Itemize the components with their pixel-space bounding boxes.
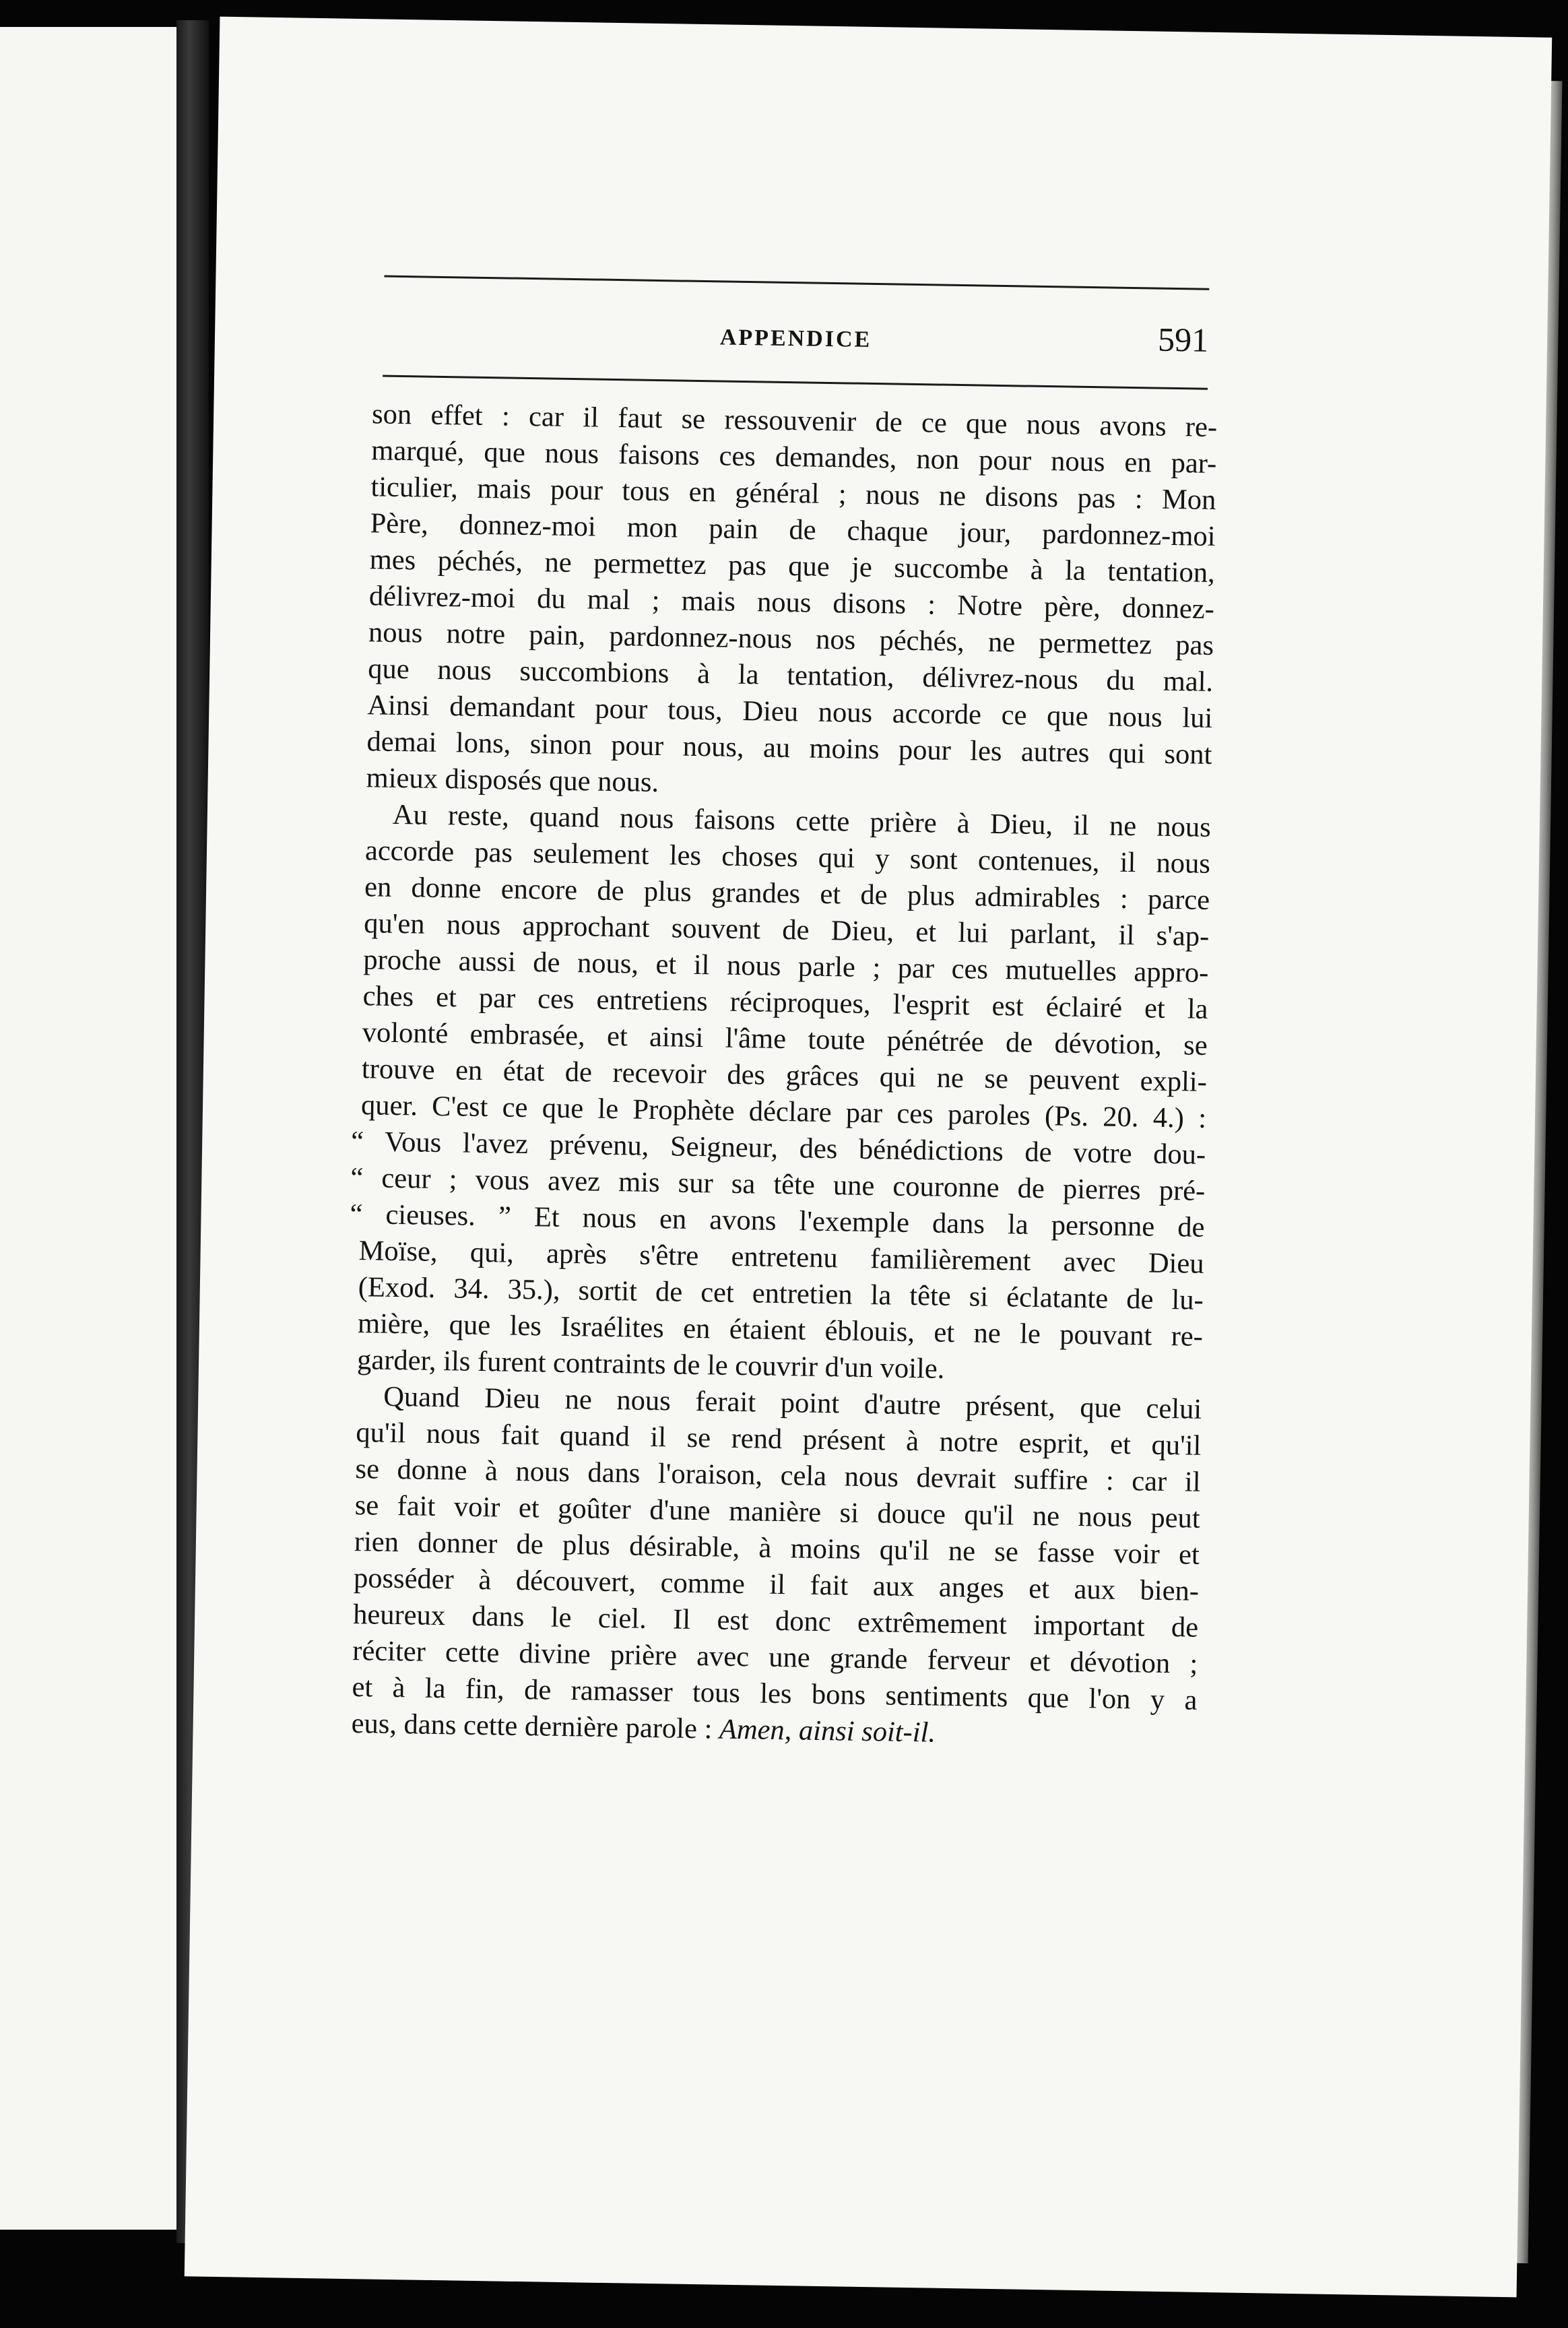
running-title: APPENDICE: [719, 325, 872, 352]
text-line: nous notre pain, pardonnez-nous nos péchés, ne permettez pas: [368, 616, 1214, 661]
text-line: demai lons, sinon pour nous, au moins pour les autres qui sont: [366, 725, 1212, 771]
text-line: que nous succombions à la tentation, délivrez-nous du mal.: [367, 653, 1214, 698]
body-text: [351, 396, 1217, 1755]
page-number: 591: [1157, 320, 1209, 359]
quoted-line: “ Vous l'avez prévenu, Seigneur, des bénédictions de votre dou-: [350, 1125, 1206, 1171]
text-line: garder, ils furent contraints de le couvrir d'un voile.: [356, 1344, 945, 1385]
text-line: mieux disposés que nous.: [366, 762, 659, 799]
quoted-line: “ cieuses. ” Et nous en avons l'exemple dans la personne de: [350, 1198, 1205, 1243]
quoted-line: “ ceur ; vous avez mis sur sa tête une couronne de pierres pré-: [350, 1161, 1206, 1207]
text-line: qu'il nous fait quand il se rend présent à notre esprit, et qu'il: [356, 1417, 1202, 1462]
text-line: qu'en nous approchant souvent de Dieu, et lui parlant, il s'ap-: [363, 907, 1210, 952]
paragraph-start-line: Quand Dieu ne nous ferait point d'autre présent, que celui: [383, 1380, 1202, 1425]
text-line: quer. C'est ce que le Prophète déclare par ces paroles (Ps. 20. 4.) :: [360, 1089, 1207, 1134]
text-line: heureux dans le ciel. Il est donc extrêmement important de: [352, 1598, 1199, 1644]
paragraph-start-line: Au reste, quand nous faisons cette prière à Dieu, il ne nous: [392, 798, 1212, 843]
text-line: délivrez-moi du mal ; mais nous disons : Notre père, donnez-: [368, 580, 1215, 625]
text-line: mière, que les Israélites en étaient éblouis, et ne le pouvant re-: [357, 1307, 1204, 1353]
text-line: ches et par ces entretiens réciproques, l'esprit est éclairé et la: [362, 980, 1208, 1025]
text-line: Moïse, qui, après s'être entretenu familièrement avec Dieu: [358, 1235, 1204, 1280]
text-line: rien donner de plus désirable, à moins qu'il ne se fasse voir et: [354, 1526, 1200, 1571]
running-header: [383, 308, 1208, 375]
header-rule-bottom: [383, 375, 1208, 390]
text-line: proche aussi de nous, et il nous parle ; par ces mutuelles appro-: [363, 944, 1209, 989]
text-line: et à la fin, de ramasser tous les bons sentiments que l'on y a: [352, 1671, 1198, 1716]
text-line: Ainsi demandant pour tous, Dieu nous accorde ce que nous lui: [367, 689, 1213, 734]
text-line: se fait voir et goûter d'une manière si douce qu'il ne nous peut: [354, 1489, 1200, 1534]
text-line: posséder à découvert, comme il fait aux anges et aux bien-: [353, 1562, 1200, 1607]
facing-page: [0, 27, 178, 2230]
book-page: [185, 17, 1552, 2298]
header-rule-top: [384, 276, 1209, 290]
text-line: son effet : car il faut se ressouvenir de ce que nous avons re-: [371, 398, 1218, 444]
closing-italic: Amen, ainsi soit-il.: [719, 1713, 936, 1749]
text-line: volonté embrasée, et ainsi l'âme toute pénétrée de dévotion, se: [362, 1016, 1208, 1062]
text-line: se donne à nous dans l'oraison, cela nous devrait suffire : car il: [355, 1453, 1201, 1498]
text-line: trouve en état de recevoir des grâces qui ne se peuvent expli-: [361, 1053, 1208, 1098]
text-line: ticulier, mais pour tous en général ; nous ne disons pas : Mon: [370, 471, 1216, 516]
final-line-text: eus, dans cette dernière parole :: [351, 1708, 720, 1745]
text-line: (Exod. 34. 35.), sortit de cet entretien la tête si éclatante de lu-: [358, 1271, 1204, 1316]
text-line: en donne encore de plus grandes et de plus admirables : parce: [364, 871, 1210, 916]
text-line: mes péchés, ne permettez pas que je succombe à la tentation,: [369, 544, 1216, 589]
text-line: réciter cette divine prière avec une grande ferveur et dévotion ;: [352, 1635, 1198, 1680]
text-line: marqué, que nous faisons ces demandes, non pour nous en par-: [371, 434, 1217, 480]
text-line: Père, donnez-moi mon pain de chaque jour, pardonnez-moi: [370, 507, 1216, 552]
text-line: accorde pas seulement les choses qui y sont contenues, il nous: [364, 835, 1211, 880]
